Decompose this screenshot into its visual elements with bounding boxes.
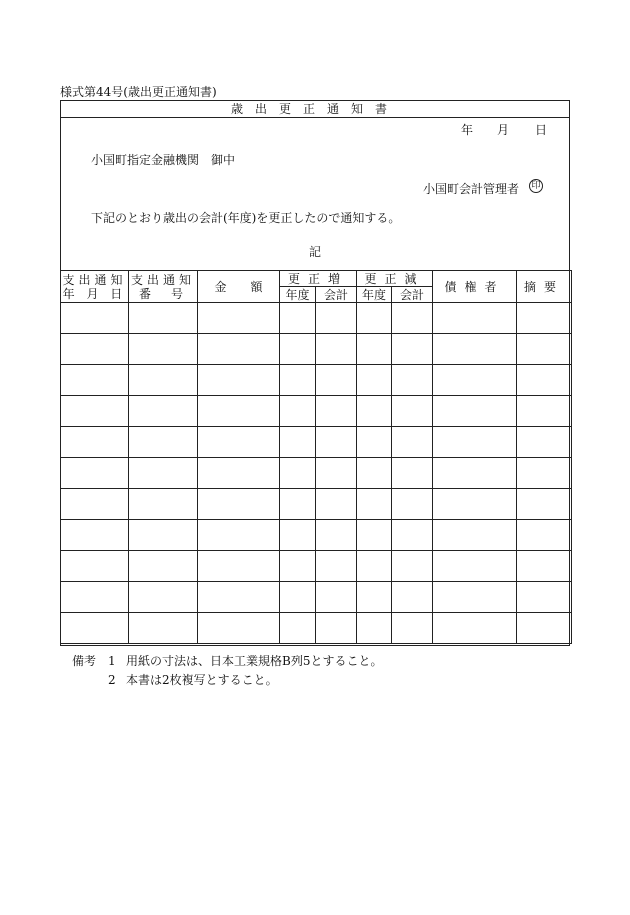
table-row — [61, 396, 572, 427]
table-cell[interactable] — [517, 551, 572, 582]
table-cell[interactable] — [61, 396, 129, 427]
table-cell[interactable] — [392, 613, 433, 644]
table-cell[interactable] — [129, 396, 198, 427]
table-row — [61, 489, 572, 520]
header-correction-decrease: 更正減 — [357, 271, 433, 287]
table-cell[interactable] — [392, 396, 433, 427]
date-month-label: 月 — [497, 123, 510, 137]
table-cell[interactable] — [357, 551, 392, 582]
header-payment-number-line1: 支出通知 — [130, 272, 195, 287]
table-cell[interactable] — [357, 582, 392, 613]
table-cell[interactable] — [198, 458, 280, 489]
table-cell[interactable] — [517, 458, 572, 489]
table-cell[interactable] — [316, 334, 357, 365]
table-cell[interactable] — [316, 613, 357, 644]
header-creditor: 債権者 — [433, 271, 517, 303]
table-cell[interactable] — [198, 582, 280, 613]
table-cell[interactable] — [316, 489, 357, 520]
table-cell[interactable] — [198, 551, 280, 582]
table-cell[interactable] — [316, 551, 357, 582]
table-cell[interactable] — [517, 334, 572, 365]
table-cell[interactable] — [198, 303, 280, 334]
table-cell[interactable] — [357, 427, 392, 458]
table-cell[interactable] — [433, 582, 517, 613]
seal-mark: 印 — [529, 179, 543, 193]
table-cell[interactable] — [392, 334, 433, 365]
table-cell[interactable] — [517, 303, 572, 334]
table-row — [61, 334, 572, 365]
table-cell[interactable] — [316, 303, 357, 334]
table-cell[interactable] — [517, 427, 572, 458]
table-cell[interactable] — [517, 396, 572, 427]
table-cell[interactable] — [357, 613, 392, 644]
table-cell[interactable] — [280, 520, 316, 551]
table-cell[interactable] — [198, 613, 280, 644]
table-cell[interactable] — [129, 613, 198, 644]
table-cell[interactable] — [517, 365, 572, 396]
notice-statement: 下記のとおり歳出の会計(年度)を更正したので通知する。 — [91, 211, 401, 225]
table-cell[interactable] — [129, 303, 198, 334]
table-cell[interactable] — [61, 551, 129, 582]
header-correction-increase: 更正増 — [280, 271, 357, 287]
remark-item — [72, 671, 382, 690]
table-row — [61, 365, 572, 396]
table-row — [61, 613, 572, 644]
table-cell[interactable] — [392, 427, 433, 458]
table-cell[interactable] — [517, 613, 572, 644]
table-cell[interactable] — [198, 520, 280, 551]
table-row — [61, 551, 572, 582]
table-cell[interactable] — [129, 582, 198, 613]
remark-text: 本書は2枚複写とすること。 — [126, 673, 278, 687]
table-cell[interactable] — [357, 458, 392, 489]
remark-number: 1 — [108, 654, 116, 668]
table-cell[interactable] — [61, 613, 129, 644]
remark-number: 2 — [108, 673, 116, 687]
table-cell[interactable] — [280, 551, 316, 582]
table-cell[interactable] — [61, 458, 129, 489]
accounting-manager: 小国町会計管理者 — [423, 182, 520, 196]
table-cell[interactable] — [357, 520, 392, 551]
table-cell[interactable] — [129, 458, 198, 489]
table-row — [61, 520, 572, 551]
table-cell[interactable] — [433, 334, 517, 365]
table-cell[interactable] — [517, 520, 572, 551]
table-cell[interactable] — [392, 489, 433, 520]
table-cell[interactable] — [129, 551, 198, 582]
table-cell[interactable] — [129, 489, 198, 520]
table-cell[interactable] — [198, 489, 280, 520]
table-cell[interactable] — [316, 520, 357, 551]
table-cell[interactable] — [357, 365, 392, 396]
table-cell[interactable] — [316, 582, 357, 613]
date-day-label: 日 — [535, 123, 548, 137]
remark-item — [72, 652, 382, 671]
date-year-label: 年 — [461, 123, 474, 137]
table-cell[interactable] — [392, 520, 433, 551]
table-cell[interactable] — [198, 427, 280, 458]
table-cell[interactable] — [129, 334, 198, 365]
remarks-label: 備考 — [72, 654, 97, 668]
header-payment-date — [61, 271, 129, 303]
table-cell[interactable] — [61, 489, 129, 520]
table-cell[interactable] — [433, 458, 517, 489]
table-cell[interactable] — [357, 396, 392, 427]
table-cell[interactable] — [129, 365, 198, 396]
table-cell[interactable] — [316, 458, 357, 489]
table-cell[interactable] — [433, 520, 517, 551]
table-cell[interactable] — [280, 365, 316, 396]
table-cell[interactable] — [517, 489, 572, 520]
table-cell[interactable] — [433, 427, 517, 458]
table-cell[interactable] — [129, 427, 198, 458]
table-row — [61, 582, 572, 613]
table-cell[interactable] — [392, 582, 433, 613]
table-cell[interactable] — [357, 489, 392, 520]
form-title: 歳出更正通知書 — [61, 101, 569, 118]
table-cell[interactable] — [198, 365, 280, 396]
header-payment-number — [129, 271, 198, 303]
header-decrease-account: 会計 — [392, 287, 433, 303]
table-cell[interactable] — [280, 582, 316, 613]
table-cell[interactable] — [433, 613, 517, 644]
table-cell[interactable] — [433, 396, 517, 427]
table-cell[interactable] — [198, 396, 280, 427]
table-cell[interactable] — [316, 396, 357, 427]
header-increase-year: 年度 — [280, 287, 316, 303]
table-cell[interactable] — [61, 365, 129, 396]
table-header-row — [61, 271, 572, 287]
table-cell[interactable] — [61, 334, 129, 365]
table-cell[interactable] — [392, 365, 433, 396]
remark-text: 用紙の寸法は、日本工業規格B列5とすること。 — [126, 654, 383, 668]
header-payment-date-line2: 年 月 日 — [62, 286, 127, 301]
table-cell[interactable] — [357, 303, 392, 334]
table-cell[interactable] — [280, 613, 316, 644]
table-cell[interactable] — [280, 427, 316, 458]
table-cell[interactable] — [433, 489, 517, 520]
table-cell[interactable] — [280, 458, 316, 489]
table-cell[interactable] — [392, 458, 433, 489]
table-cell[interactable] — [129, 520, 198, 551]
header-increase-account: 会計 — [316, 287, 357, 303]
table-cell[interactable] — [198, 334, 280, 365]
remarks — [72, 652, 382, 690]
ki-heading: 記 — [309, 245, 322, 259]
table-row — [61, 458, 572, 489]
table-cell[interactable] — [517, 582, 572, 613]
table-cell[interactable] — [433, 365, 517, 396]
table-cell[interactable] — [280, 334, 316, 365]
table-cell[interactable] — [280, 396, 316, 427]
table-cell[interactable] — [433, 551, 517, 582]
table-cell[interactable] — [280, 303, 316, 334]
header-decrease-year: 年度 — [357, 287, 392, 303]
table-cell[interactable] — [392, 303, 433, 334]
table-cell[interactable] — [61, 303, 129, 334]
correction-table — [60, 270, 572, 644]
form-number-label: 様式第44号(歳出更正通知書) — [60, 85, 217, 99]
notice-form — [60, 100, 570, 646]
recipient-line: 小国町指定金融機関 御中 — [91, 153, 236, 167]
table-cell[interactable] — [61, 582, 129, 613]
table-row — [61, 427, 572, 458]
table-cell[interactable] — [316, 427, 357, 458]
table-cell[interactable] — [61, 520, 129, 551]
table-cell[interactable] — [433, 303, 517, 334]
table-cell[interactable] — [392, 551, 433, 582]
header-payment-number-line2: 番 号 — [138, 286, 187, 301]
header-payment-date-line1: 支出通知 — [62, 272, 127, 287]
table-cell[interactable] — [316, 365, 357, 396]
table-row — [61, 303, 572, 334]
table-cell[interactable] — [61, 427, 129, 458]
header-amount: 金 額 — [198, 271, 280, 303]
table-cell[interactable] — [357, 334, 392, 365]
header-summary: 摘要 — [517, 271, 572, 303]
table-cell[interactable] — [280, 489, 316, 520]
